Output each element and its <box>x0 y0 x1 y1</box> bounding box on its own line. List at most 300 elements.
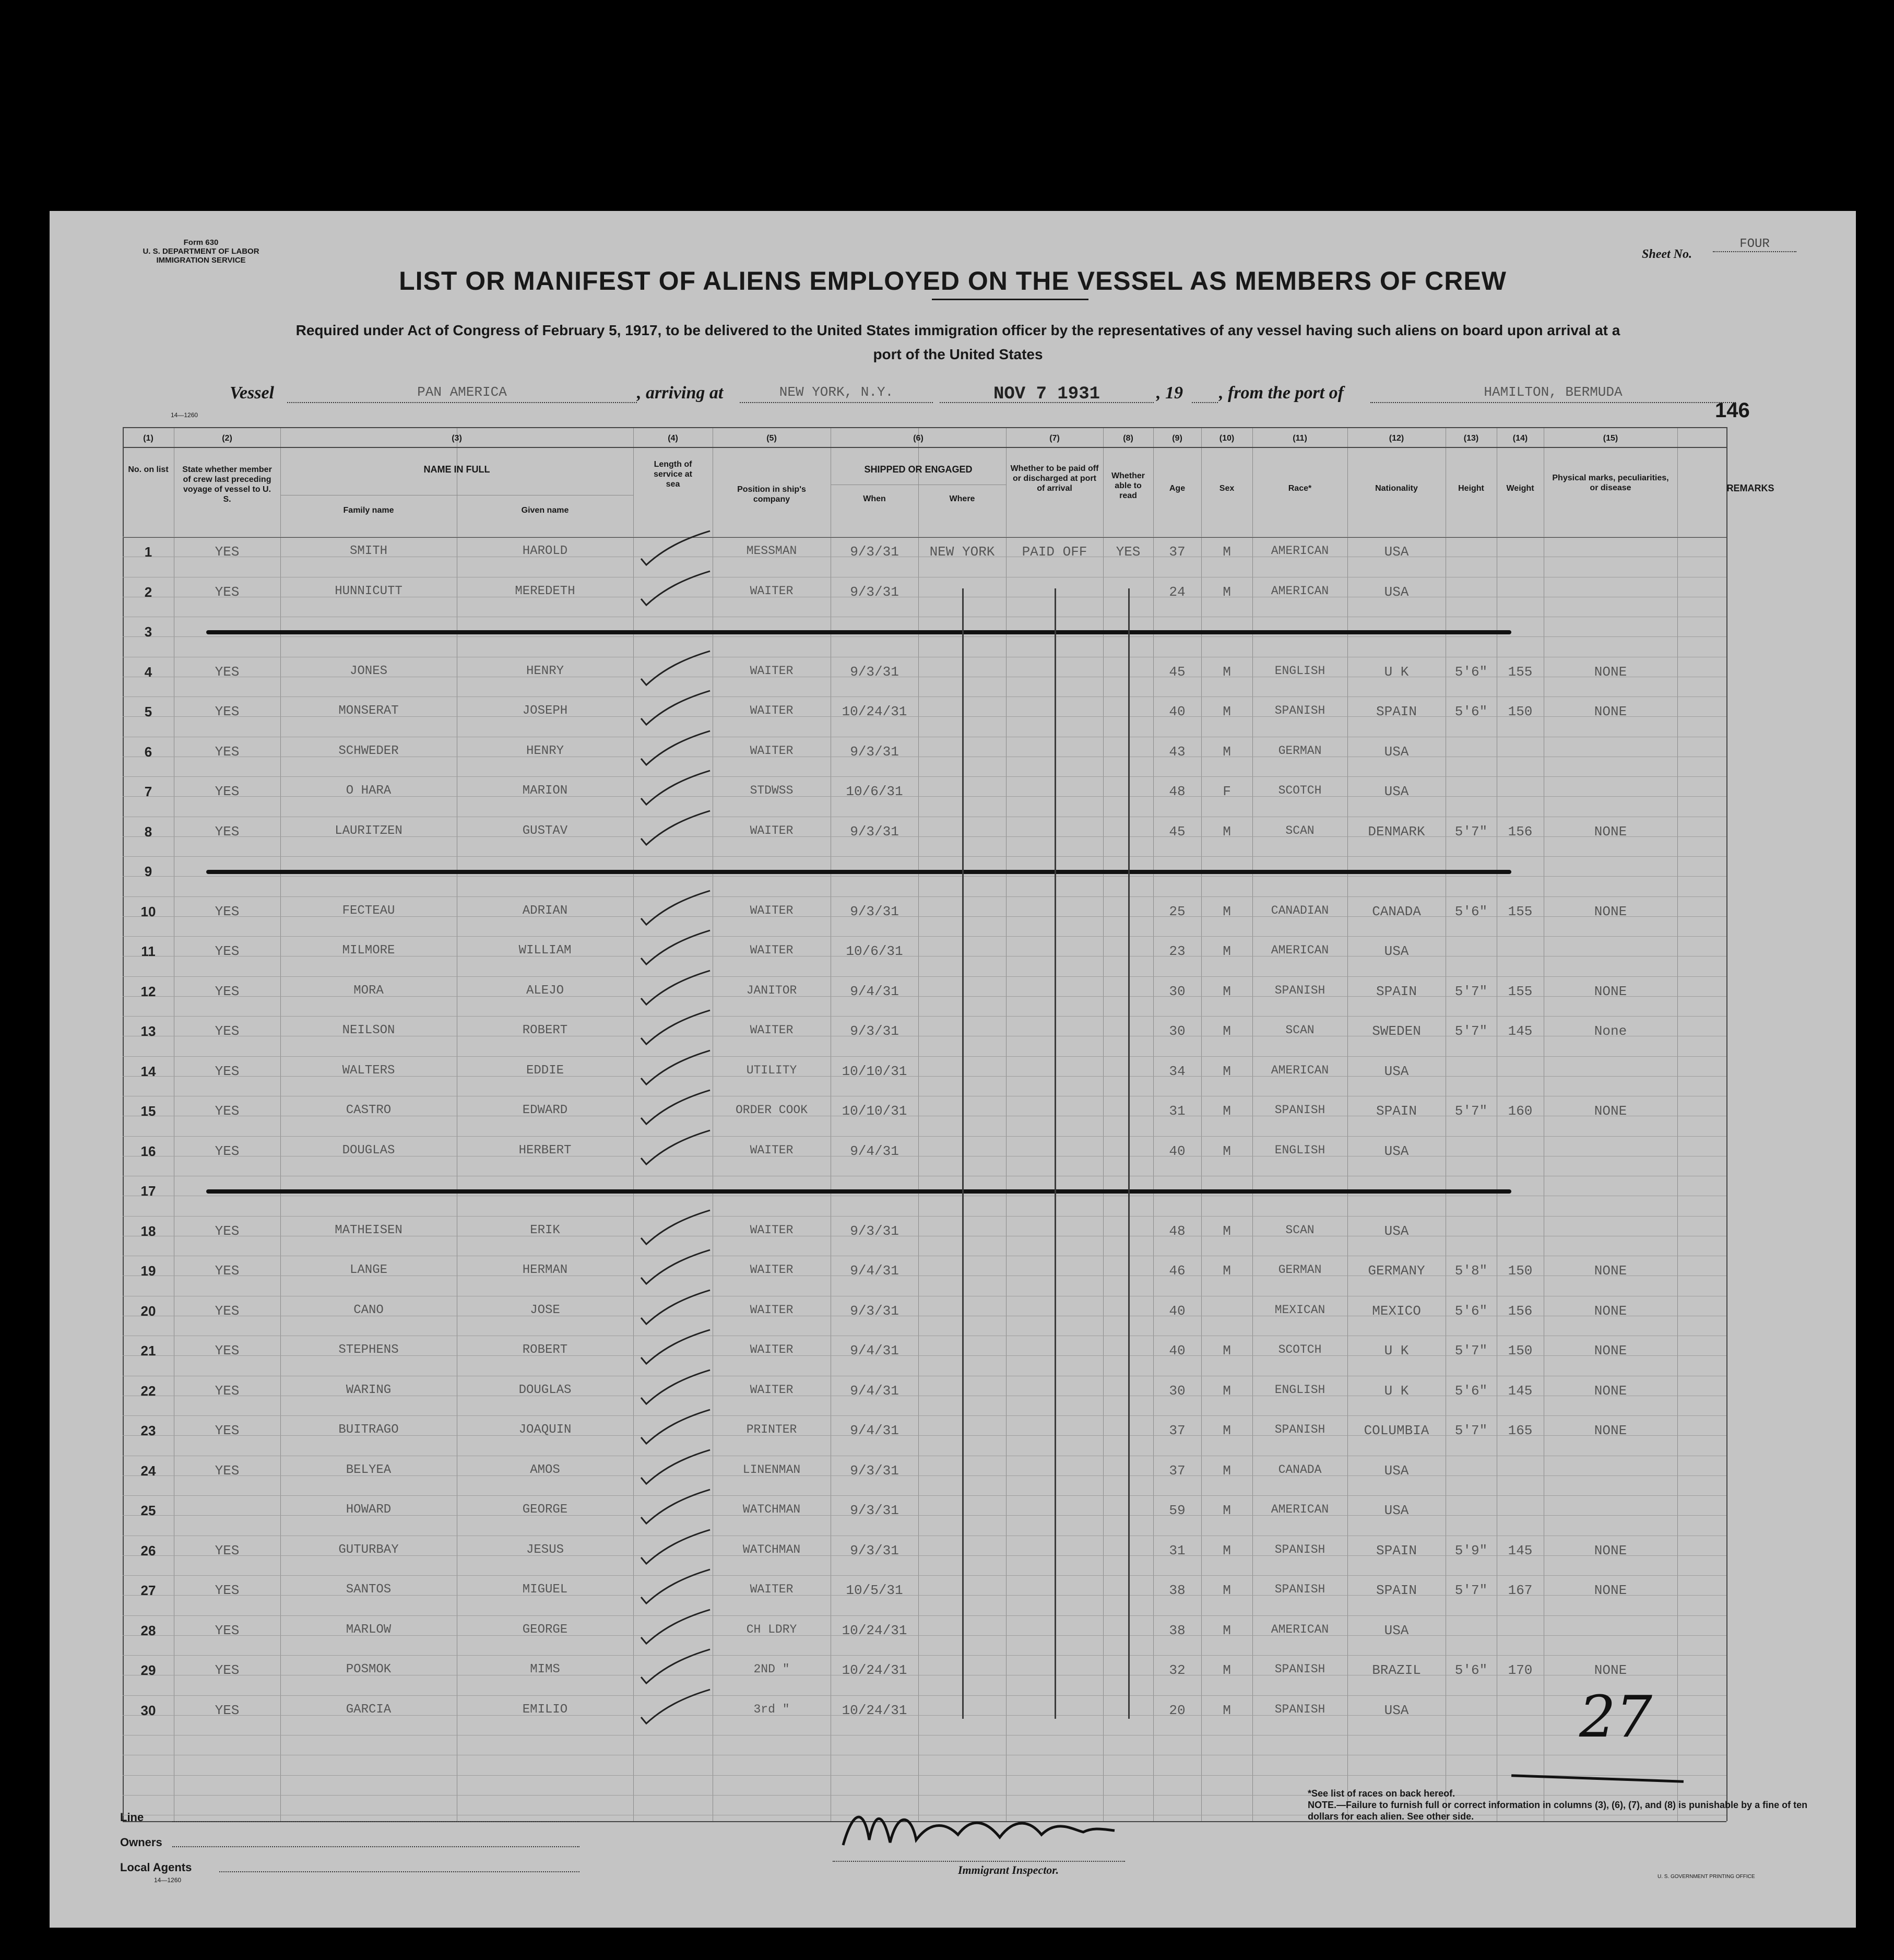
column-rule <box>1726 427 1727 1821</box>
row-number-cell: 27 <box>140 1583 156 1598</box>
engaged-when-cell: 10/5/31 <box>846 1583 903 1598</box>
race-cell: AMERICAN <box>1271 1622 1329 1636</box>
previous-voyage-cell: YES <box>215 1223 240 1239</box>
ship-position-cell: UTILITY <box>746 1063 797 1077</box>
given-name-cell: HERMAN <box>522 1263 568 1277</box>
col12-number: (12) <box>1389 434 1404 443</box>
family-name-cell: POSMOK <box>346 1662 392 1676</box>
subtitle-line-1: Required under Act of Congress of February 5, 1917, to be delivered to the United States immigration officer by the representatives of any vessel having such aliens on board upon arrival at a <box>295 322 1620 338</box>
physical-marks-cell: NONE <box>1594 1542 1627 1558</box>
race-cell: SCOTCH <box>1278 1343 1322 1356</box>
ship-position-cell: JANITOR <box>746 983 797 997</box>
weight-cell: 150 <box>1508 1263 1533 1279</box>
previous-voyage-cell: YES <box>215 1063 240 1079</box>
ship-position-cell: LINENMAN <box>742 1462 801 1477</box>
ship-position-cell: WATCHMAN <box>742 1542 801 1556</box>
row-number-cell: 13 <box>140 1023 156 1039</box>
row-rule <box>123 856 1726 857</box>
row-number-cell: 22 <box>140 1383 156 1399</box>
ship-position-cell: WAITER <box>750 1023 794 1037</box>
row-number-cell: 21 <box>140 1343 156 1359</box>
physical-marks-cell: NONE <box>1594 704 1627 719</box>
height-cell: 5'6" <box>1454 1383 1488 1399</box>
family-name-cell: STEPHENS <box>338 1343 399 1357</box>
sex-cell: M <box>1223 1223 1231 1239</box>
physical-marks-cell: NONE <box>1594 1103 1627 1119</box>
given-name-cell: GEORGE <box>522 1503 568 1517</box>
age-cell: 45 <box>1169 823 1186 840</box>
row-number-cell: 8 <box>144 823 152 840</box>
row-rule <box>123 896 1726 897</box>
family-name-cell: MILMORE <box>342 943 395 958</box>
ship-position-cell: WATCHMAN <box>742 1503 801 1516</box>
handwritten-total: 27 <box>1579 1683 1652 1750</box>
given-name-cell: HAROLD <box>522 544 568 558</box>
header-rule <box>123 427 1726 428</box>
race-cell: ENGLISH <box>1274 1383 1325 1397</box>
given-name-cell: HERBERT <box>518 1143 572 1158</box>
sex-cell: F <box>1223 784 1231 799</box>
weight-cell: 160 <box>1508 1103 1533 1119</box>
service-check-mark <box>637 1128 715 1175</box>
previous-voyage-cell: YES <box>215 544 240 560</box>
nationality-cell: USA <box>1384 1223 1409 1239</box>
age-cell: 37 <box>1169 1462 1186 1479</box>
vessel-label: Vessel <box>230 383 274 403</box>
physical-marks-cell: None <box>1594 1023 1627 1039</box>
age-cell: 24 <box>1169 584 1186 600</box>
row-rule <box>123 1575 1726 1576</box>
ship-position-cell: WAITER <box>750 1263 794 1277</box>
physical-marks-cell: NONE <box>1594 1423 1627 1438</box>
age-cell: 20 <box>1169 1702 1186 1718</box>
engaged-when-cell: 9/4/31 <box>850 1143 899 1159</box>
weight-cell: 170 <box>1508 1662 1533 1678</box>
col8-header: Whether able to read <box>1111 471 1145 500</box>
family-name-cell: SANTOS <box>346 1583 392 1597</box>
given-name-cell: GEORGE <box>522 1622 568 1637</box>
given-name-cell: EMILIO <box>522 1702 568 1717</box>
race-cell: SPANISH <box>1274 704 1325 717</box>
row-number-cell: 12 <box>140 983 156 999</box>
height-cell: 5'7" <box>1454 1423 1488 1438</box>
row-number-cell: 7 <box>144 784 152 799</box>
ship-position-cell: PRINTER <box>746 1423 797 1436</box>
nationality-cell: SPAIN <box>1376 1103 1417 1119</box>
given-name-cell: ROBERT <box>522 1023 568 1037</box>
inspector-signature <box>833 1803 1125 1861</box>
nationality-cell: COLUMBIA <box>1364 1423 1429 1438</box>
sex-cell: M <box>1223 1383 1231 1399</box>
age-cell: 40 <box>1169 1303 1186 1319</box>
row-number-cell: 15 <box>140 1103 156 1119</box>
given-name-cell: EDDIE <box>526 1063 564 1078</box>
col1-number: (1) <box>143 434 153 443</box>
owners-field <box>172 1845 579 1847</box>
col4-header: Length of service at sea <box>654 460 692 489</box>
family-name-cell: WALTERS <box>342 1063 395 1078</box>
race-cell: CANADA <box>1278 1462 1322 1477</box>
weight-cell: 155 <box>1508 664 1533 680</box>
race-cell: AMERICAN <box>1271 544 1329 558</box>
given-name-cell: WILLIAM <box>518 943 572 958</box>
family-name-cell: NEILSON <box>342 1023 395 1037</box>
ditto-pencil-line <box>1055 588 1056 1719</box>
age-cell: 37 <box>1169 544 1186 560</box>
sex-cell: M <box>1223 903 1231 919</box>
physical-marks-cell: NONE <box>1594 664 1627 680</box>
row-number-cell: 10 <box>140 903 156 919</box>
sex-cell: M <box>1223 1263 1231 1279</box>
previous-voyage-cell: YES <box>215 1383 240 1399</box>
physical-marks-cell: NONE <box>1594 1263 1627 1279</box>
nationality-cell: USA <box>1384 784 1409 799</box>
row-rule <box>123 876 1726 877</box>
family-name-cell: JONES <box>349 664 387 678</box>
family-name-cell: SMITH <box>349 544 387 558</box>
col4-number: (4) <box>668 434 678 443</box>
age-cell: 30 <box>1169 1383 1186 1399</box>
previous-voyage-cell: YES <box>215 1583 240 1598</box>
engaged-when-cell: 10/24/31 <box>842 1622 907 1638</box>
col6-where-header: Where <box>949 494 975 503</box>
age-cell: 30 <box>1169 1023 1186 1039</box>
previous-voyage-cell: YES <box>215 943 240 959</box>
ship-position-cell: MESSMAN <box>746 544 797 558</box>
nationality-cell: SPAIN <box>1376 1542 1417 1558</box>
height-cell: 5'6" <box>1454 704 1488 719</box>
col15-number: (15) <box>1603 434 1618 443</box>
row-number-cell: 25 <box>140 1503 156 1518</box>
nationality-cell: USA <box>1384 544 1409 560</box>
service-check-mark <box>637 569 715 616</box>
weight-cell: 145 <box>1508 1542 1533 1558</box>
ship-position-cell: WAITER <box>750 743 794 758</box>
weight-cell: 156 <box>1508 823 1533 840</box>
given-name-cell: GUSTAV <box>522 823 568 838</box>
sex-cell: M <box>1223 743 1231 760</box>
previous-voyage-cell: YES <box>215 1343 240 1359</box>
age-cell: 45 <box>1169 664 1186 680</box>
family-name-cell: O HARA <box>346 784 392 798</box>
col14-header: Weight <box>1506 484 1534 493</box>
row-rule <box>123 776 1726 777</box>
previous-voyage-cell: YES <box>215 1622 240 1638</box>
service-name: IMMIGRATION SERVICE <box>156 256 246 265</box>
form-identifier <box>112 238 290 265</box>
engaged-when-cell: 10/24/31 <box>842 1662 907 1678</box>
strikethrough-line <box>206 870 1511 874</box>
given-name-cell: DOUGLAS <box>518 1383 572 1397</box>
previous-voyage-cell: YES <box>215 1702 240 1718</box>
age-cell: 31 <box>1169 1103 1186 1119</box>
age-cell: 40 <box>1169 704 1186 719</box>
engaged-when-cell: 10/24/31 <box>842 704 907 719</box>
previous-voyage-cell: YES <box>215 1023 240 1039</box>
col9-number: (9) <box>1172 434 1182 443</box>
ditto-pencil-line <box>1128 588 1130 1719</box>
given-name-cell: EDWARD <box>522 1103 568 1117</box>
family-name-cell: CANO <box>353 1303 384 1317</box>
arrival-date-field: NOV 7 1931 <box>940 384 1154 403</box>
age-cell: 59 <box>1169 1503 1186 1518</box>
col15-header: Physical marks, peculiarities, or disease <box>1552 474 1669 492</box>
nationality-cell: SPAIN <box>1376 1583 1417 1598</box>
given-name-cell: AMOS <box>530 1462 560 1477</box>
agents-form-code: 14—1260 <box>154 1876 182 1884</box>
row-rule <box>123 1016 1726 1017</box>
owners-label: Owners <box>120 1836 162 1849</box>
col6-when-header: When <box>863 494 886 503</box>
previous-voyage-cell: YES <box>215 704 240 719</box>
sex-cell: M <box>1223 1063 1231 1079</box>
col14-number: (14) <box>1512 434 1528 443</box>
row-number-cell: 2 <box>144 584 152 600</box>
sex-cell: M <box>1223 823 1231 840</box>
physical-marks-cell: NONE <box>1594 1662 1627 1678</box>
nationality-cell: SPAIN <box>1376 704 1417 719</box>
sheet-number-label: Sheet No. <box>1642 247 1692 261</box>
sex-cell: M <box>1223 1542 1231 1558</box>
row-rule <box>123 1216 1726 1217</box>
row-rule <box>123 1415 1726 1416</box>
height-cell: 5'7" <box>1454 823 1488 840</box>
engaged-when-cell: 9/4/31 <box>850 1343 899 1359</box>
engaged-when-cell: 9/3/31 <box>850 1503 899 1518</box>
engaged-when-cell: 9/4/31 <box>850 1383 899 1399</box>
ship-position-cell: 2ND " <box>753 1662 790 1676</box>
race-cell: SPANISH <box>1274 1542 1325 1556</box>
height-cell: 5'7" <box>1454 983 1488 999</box>
sex-cell: M <box>1223 1503 1231 1518</box>
ship-position-cell: WAITER <box>750 1343 794 1356</box>
family-name-cell: HOWARD <box>346 1503 392 1517</box>
title-underline <box>932 299 1088 300</box>
nationality-cell: USA <box>1384 1622 1409 1638</box>
inspector-line <box>833 1860 1125 1862</box>
col6-header: SHIPPED OR ENGAGED <box>864 464 973 475</box>
nationality-cell: USA <box>1384 1063 1409 1079</box>
previous-voyage-cell: YES <box>215 584 240 600</box>
engaged-when-cell: 10/24/31 <box>842 1702 907 1718</box>
age-cell: 25 <box>1169 903 1186 919</box>
nationality-cell: BRAZIL <box>1372 1662 1421 1678</box>
given-name-cell: HENRY <box>526 664 564 678</box>
engaged-where-cell: NEW YORK <box>929 544 995 560</box>
height-cell: 5'7" <box>1454 1583 1488 1598</box>
ship-position-cell: WAITER <box>750 704 794 717</box>
row-number-cell: 30 <box>140 1702 156 1718</box>
col3-header: NAME IN FULL <box>423 464 490 475</box>
nationality-cell: SWEDEN <box>1372 1023 1421 1039</box>
previous-voyage-cell: YES <box>215 664 240 680</box>
physical-marks-cell: NONE <box>1594 983 1627 999</box>
ship-position-cell: WAITER <box>750 584 794 598</box>
service-check-mark <box>637 1687 715 1734</box>
form-code: 14—1260 <box>171 411 198 419</box>
row-rule <box>123 1615 1726 1616</box>
nationality-cell: USA <box>1384 943 1409 959</box>
previous-voyage-cell: YES <box>215 1303 240 1319</box>
row-rule <box>123 1695 1726 1696</box>
height-cell: 5'6" <box>1454 1303 1488 1319</box>
given-name-cell: ROBERT <box>522 1343 568 1357</box>
family-name-cell: GARCIA <box>346 1702 392 1717</box>
row-rule <box>123 936 1726 937</box>
engaged-when-cell: 9/3/31 <box>850 1462 899 1479</box>
weight-cell: 145 <box>1508 1383 1533 1399</box>
engaged-when-cell: 10/6/31 <box>846 943 903 959</box>
col7-header: Whether to be paid off or discharged at port of arrival <box>1010 464 1099 493</box>
sheet-number-value: FOUR <box>1713 237 1796 252</box>
row-number-cell: 19 <box>140 1263 156 1279</box>
age-cell: 46 <box>1169 1263 1186 1279</box>
nationality-cell: USA <box>1384 584 1409 600</box>
previous-voyage-cell: YES <box>215 1662 240 1678</box>
strikethrough-line <box>206 1189 1511 1194</box>
given-name-cell: MIMS <box>530 1662 560 1676</box>
height-cell: 5'8" <box>1454 1263 1488 1279</box>
sex-cell: M <box>1223 1423 1231 1438</box>
sex-cell: M <box>1223 1662 1231 1678</box>
sex-cell: M <box>1223 983 1231 999</box>
ship-position-cell: WAITER <box>750 823 794 837</box>
col3-number: (3) <box>452 434 462 443</box>
race-cell: AMERICAN <box>1271 1503 1329 1516</box>
nationality-cell: CANADA <box>1372 903 1421 919</box>
col10-number: (10) <box>1219 434 1235 443</box>
col1-header: No. on list <box>128 465 169 474</box>
race-cell: SPANISH <box>1274 1662 1325 1676</box>
previous-voyage-cell: YES <box>215 1542 240 1558</box>
family-name-cell: DOUGLAS <box>342 1143 395 1158</box>
physical-marks-cell: NONE <box>1594 1583 1627 1598</box>
given-name-cell: HENRY <box>526 743 564 758</box>
row-rule <box>123 976 1726 977</box>
local-agents-field <box>219 1870 579 1872</box>
sex-cell: M <box>1223 544 1231 560</box>
sex-cell: M <box>1223 943 1231 959</box>
previous-voyage-cell: YES <box>215 1462 240 1479</box>
ship-position-cell: CH LDRY <box>746 1622 797 1636</box>
strikethrough-line <box>206 630 1511 634</box>
engaged-when-cell: 9/3/31 <box>850 743 899 760</box>
previous-voyage-cell: YES <box>215 823 240 840</box>
age-cell: 38 <box>1169 1622 1186 1638</box>
ship-position-cell: WAITER <box>750 943 794 957</box>
engaged-when-cell: 9/3/31 <box>850 584 899 600</box>
race-cell: SCAN <box>1285 1223 1315 1237</box>
race-cell: GERMAN <box>1278 743 1322 758</box>
height-cell: 5'6" <box>1454 903 1488 919</box>
weight-cell: 150 <box>1508 1343 1533 1359</box>
col5-header: Position in ship's company <box>737 485 806 504</box>
age-cell: 40 <box>1169 1343 1186 1359</box>
row-number-cell: 1 <box>144 544 152 560</box>
height-cell: 5'6" <box>1454 1662 1488 1678</box>
printer-credit: U. S. GOVERNMENT PRINTING OFFICE <box>1658 1874 1755 1880</box>
age-cell: 30 <box>1169 983 1186 999</box>
race-cell: SPANISH <box>1274 1583 1325 1596</box>
height-cell: 5'6" <box>1454 664 1488 680</box>
previous-voyage-cell: YES <box>215 784 240 799</box>
sex-cell: M <box>1223 1583 1231 1598</box>
engaged-when-cell: 9/4/31 <box>850 1423 899 1438</box>
given-name-cell: MEREDETH <box>515 584 575 598</box>
row-number-cell: 20 <box>140 1303 156 1319</box>
race-cell: SPANISH <box>1274 1702 1325 1716</box>
race-cell: AMERICAN <box>1271 1063 1329 1077</box>
previous-voyage-cell: YES <box>215 903 240 919</box>
engaged-when-cell: 9/3/31 <box>850 1223 899 1239</box>
engaged-when-cell: 9/3/31 <box>850 664 899 680</box>
ship-position-cell: 3rd " <box>753 1702 790 1716</box>
weight-cell: 167 <box>1508 1583 1533 1598</box>
engaged-when-cell: 10/10/31 <box>842 1103 907 1119</box>
form-notes <box>1308 1788 1819 1822</box>
race-cell: MEXICAN <box>1274 1303 1325 1317</box>
row-number-cell: 29 <box>140 1662 156 1678</box>
race-cell: SCAN <box>1285 823 1315 837</box>
document-title: LIST OR MANIFEST OF ALIENS EMPLOYED ON THE VESSEL AS MEMBERS OF CREW <box>399 266 1507 296</box>
sex-cell: M <box>1223 1023 1231 1039</box>
given-name-cell: MIGUEL <box>522 1583 568 1597</box>
row-rule <box>123 1775 1726 1776</box>
weight-cell: 165 <box>1508 1423 1533 1438</box>
ship-position-cell: WAITER <box>750 1223 794 1237</box>
row-rule <box>123 696 1726 697</box>
ship-position-cell: WAITER <box>750 903 794 917</box>
weight-cell: 155 <box>1508 983 1533 999</box>
row-number-cell: 23 <box>140 1423 156 1438</box>
col11-header: Race* <box>1288 484 1312 493</box>
service-check-mark <box>637 808 715 855</box>
row-number-cell: 9 <box>144 864 152 879</box>
race-cell: SPANISH <box>1274 1423 1325 1436</box>
race-cell: SPANISH <box>1274 983 1325 997</box>
row-rule <box>123 1655 1726 1656</box>
nationality-cell: USA <box>1384 1462 1409 1479</box>
subtitle-line-2: port of the United States <box>873 346 1043 362</box>
family-name-cell: HUNNICUTT <box>335 584 403 598</box>
sex-cell: M <box>1223 1622 1231 1638</box>
height-cell: 5'7" <box>1454 1103 1488 1119</box>
age-cell: 34 <box>1169 1063 1186 1079</box>
sex-cell: M <box>1223 1343 1231 1359</box>
sex-cell: M <box>1223 704 1231 719</box>
row-number-cell: 11 <box>141 943 156 959</box>
department-name: U. S. DEPARTMENT OF LABOR <box>143 247 259 256</box>
row-number-cell: 3 <box>144 624 152 640</box>
nationality-cell: U K <box>1384 1343 1409 1359</box>
ship-position-cell: STDWSS <box>750 784 794 797</box>
weight-cell: 156 <box>1508 1303 1533 1319</box>
arriving-port-field: NEW YORK, N.Y. <box>740 384 933 403</box>
inspector-label: Immigrant Inspector. <box>958 1863 1059 1876</box>
arriving-label: , arriving at <box>637 383 724 403</box>
given-name-cell: JESUS <box>526 1542 564 1557</box>
engaged-when-cell: 9/3/31 <box>850 903 899 919</box>
physical-marks-cell: NONE <box>1594 1343 1627 1359</box>
engaged-when-cell: 10/6/31 <box>846 784 903 799</box>
height-cell: 5'9" <box>1454 1542 1488 1558</box>
family-name-cell: BUITRAGO <box>338 1423 399 1437</box>
line-field <box>172 1820 579 1822</box>
previous-voyage-cell: YES <box>215 1423 240 1438</box>
race-cell: SCAN <box>1285 1023 1315 1037</box>
col10-header: Sex <box>1219 484 1235 493</box>
family-name-cell: CASTRO <box>346 1103 392 1117</box>
